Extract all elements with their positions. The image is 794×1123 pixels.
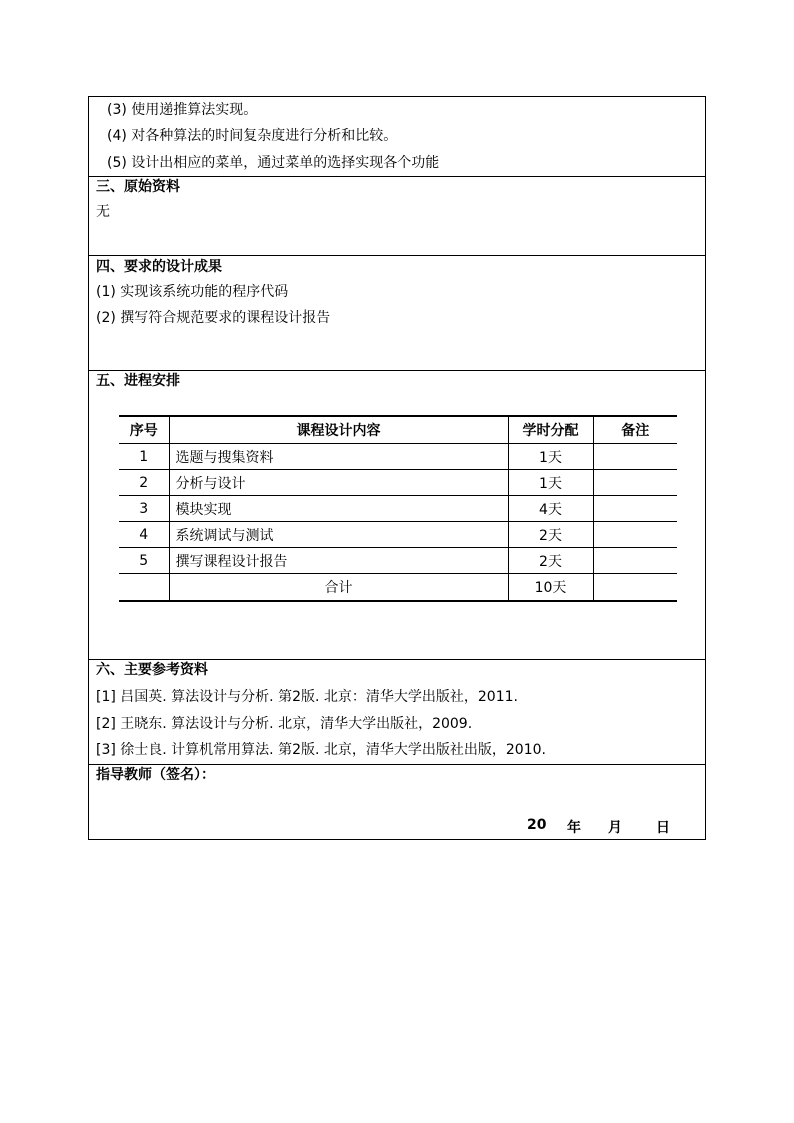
- row-note: [593, 470, 677, 496]
- row-note: [593, 522, 677, 548]
- row-content: 分析与设计: [169, 470, 508, 496]
- reference-item-2: [2] 王晓东. 算法设计与分析. 北京，清华大学出版社，2009.: [96, 716, 473, 732]
- goal-item-4: (4) 对各种算法的时间复杂度进行分析和比较。: [107, 128, 398, 144]
- row-hours: 4天: [508, 496, 593, 522]
- date-day-unit: 日: [656, 820, 670, 836]
- row-note: [593, 444, 677, 470]
- advisor-signature-label: 指导教师（签名）：: [96, 767, 215, 783]
- schedule-header-row: [119, 416, 677, 444]
- section-3-content: 无: [96, 204, 110, 220]
- section-5-title: 五、进程安排: [96, 373, 180, 389]
- section-4-title: 四、要求的设计成果: [96, 259, 222, 275]
- table-row: [119, 522, 677, 548]
- row-content: 模块实现: [169, 496, 508, 522]
- reference-item-1: [1] 吕国英. 算法设计与分析. 第2版. 北京：清华大学出版社，2011.: [96, 689, 518, 705]
- row-content: 选题与搜集资料: [169, 444, 508, 470]
- row-content: 系统调试与测试: [169, 522, 508, 548]
- row-no: 5: [119, 548, 169, 574]
- section-design-outcomes: [89, 255, 705, 370]
- section-references: [89, 659, 705, 764]
- section-6-title: 六、主要参考资料: [96, 662, 208, 678]
- header-content: 课程设计内容: [169, 416, 508, 444]
- total-row: [119, 574, 677, 602]
- form-table: [88, 96, 706, 840]
- row-no: 1: [119, 444, 169, 470]
- total-note: [593, 574, 677, 602]
- section-signature: [89, 764, 705, 839]
- section-original-materials: [89, 176, 705, 255]
- table-row: [119, 496, 677, 522]
- row-hours: 1天: [508, 444, 593, 470]
- date-year-unit: 年: [567, 820, 581, 836]
- total-label: 合计: [169, 574, 508, 602]
- schedule-table: [119, 415, 677, 602]
- row-content: 撰写课程设计报告: [169, 548, 508, 574]
- reference-item-3: [3] 徐士良. 计算机常用算法. 第2版. 北京，清华大学出版社出版，2010.: [96, 742, 546, 758]
- date-year: 20: [527, 817, 547, 833]
- header-hours: 学时分配: [508, 416, 593, 444]
- row-hours: 2天: [508, 522, 593, 548]
- section-3-title: 三、原始资料: [96, 179, 180, 195]
- total-no: [119, 574, 169, 602]
- table-row: [119, 548, 677, 574]
- outcome-item-2: (2) 撰写符合规范要求的课程设计报告: [96, 310, 331, 326]
- row-no: 2: [119, 470, 169, 496]
- outcome-item-1: (1) 实现该系统功能的程序代码: [96, 284, 289, 300]
- goals-section: [89, 97, 705, 176]
- total-hours: 10天: [508, 574, 593, 602]
- header-note: 备注: [593, 416, 677, 444]
- row-no: 3: [119, 496, 169, 522]
- goal-item-5: (5) 设计出相应的菜单，通过菜单的选择实现各个功能: [107, 155, 440, 171]
- section-schedule: [89, 370, 705, 659]
- row-note: [593, 496, 677, 522]
- date-month-unit: 月: [608, 820, 622, 836]
- table-row: [119, 444, 677, 470]
- goal-item-3: (3) 使用递推算法实现。: [107, 102, 258, 118]
- table-row: [119, 470, 677, 496]
- row-hours: 2天: [508, 548, 593, 574]
- header-no: 序号: [119, 416, 169, 444]
- row-hours: 1天: [508, 470, 593, 496]
- row-note: [593, 548, 677, 574]
- row-no: 4: [119, 522, 169, 548]
